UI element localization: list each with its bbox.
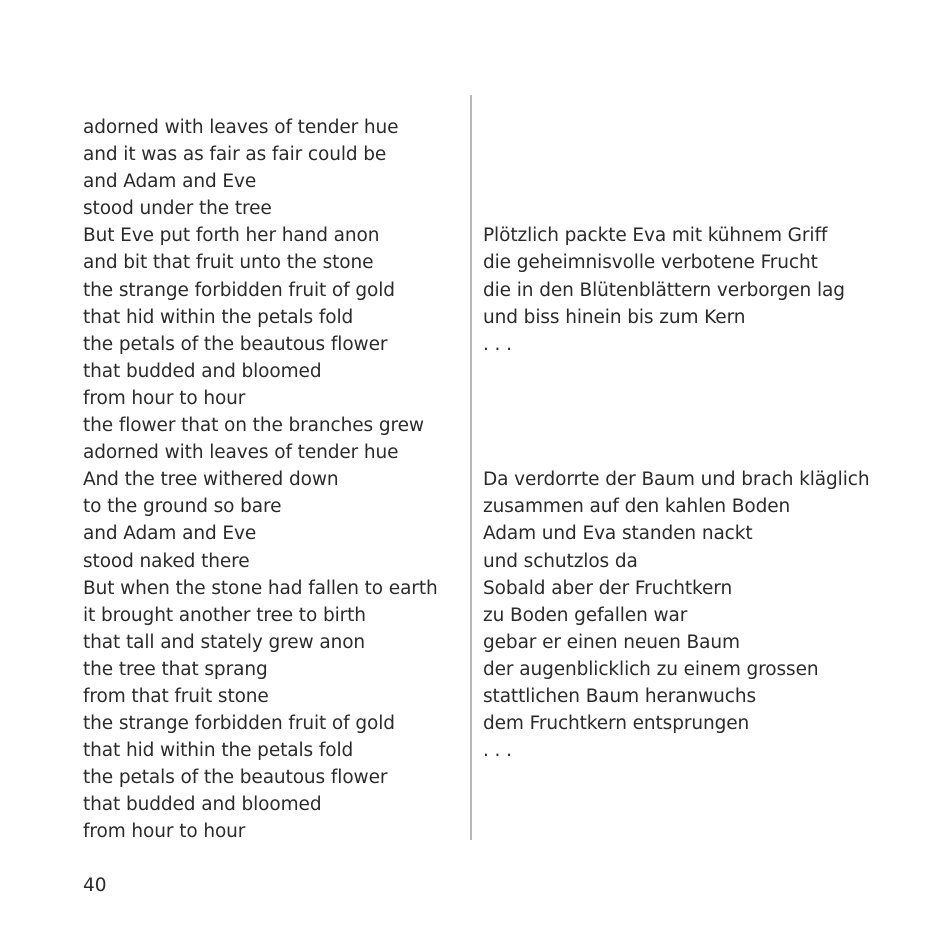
poem-line: the petals of the beautous flower [83, 333, 388, 355]
translation-line: die in den Blütenblättern verborgen lag [483, 279, 845, 301]
poem-line: But when the stone had fallen to earth [83, 577, 438, 599]
poem-line: the strange forbidden fruit of gold [83, 713, 395, 735]
column-divider [470, 95, 472, 840]
translation-line: stattlichen Baum heranwuchs [483, 685, 757, 707]
translation-line [483, 195, 923, 222]
poem-line: and Adam and Eve [83, 171, 257, 193]
translation-line: gebar er einen neuen Baum [483, 631, 740, 653]
poem-line: adorned with leaves of tender hue [83, 117, 399, 138]
translation-line: . . . [483, 740, 512, 762]
poem-line: that budded and bloomed [83, 360, 322, 382]
poem-line: the strange forbidden fruit of gold [83, 279, 395, 301]
translation-line: . . . [483, 333, 512, 355]
poem-line: and bit that fruit unto the stone [83, 252, 374, 274]
poem-line: from that fruit stone [83, 685, 269, 707]
poem-line: from hour to hour [83, 821, 246, 843]
translation-line [483, 385, 923, 412]
translation-line: Sobald aber der Fruchtkern [483, 577, 733, 599]
poem-line: that hid within the petals fold [83, 740, 354, 762]
poem-line: and Adam and Eve [83, 523, 257, 545]
translation-line: und biss hinein bis zum Kern [483, 306, 746, 328]
translation-line: dem Fruchtkern entsprungen [483, 713, 750, 735]
poem-line: But Eve put forth her hand anon [83, 225, 380, 247]
translation-line: zusammen auf den kahlen Boden [483, 496, 791, 518]
translation-line [483, 168, 923, 195]
poem-line: it brought another tree to birth [83, 604, 366, 626]
poem-line: to the ground so bare [83, 496, 282, 518]
poem-line: the flower that on the branches grew [83, 415, 424, 437]
translation-line: und schutzlos da [483, 550, 638, 572]
translation-line: Adam und Eva standen nackt [483, 523, 753, 545]
translation-line [483, 114, 923, 141]
poem-line: the tree that sprang [83, 658, 268, 680]
translation-line [483, 412, 923, 439]
poem-line: that budded and bloomed [83, 794, 322, 816]
poem-line: adorned with leaves of tender hue [83, 442, 399, 464]
translation-line [483, 439, 923, 466]
poem-line: the petals of the beautous flower [83, 767, 388, 789]
poem-line: stood under the tree [83, 198, 272, 220]
page-number: 40 [83, 875, 107, 896]
translation-line [483, 141, 923, 168]
poem-line: And the tree withered down [83, 469, 339, 491]
translation-line: Da verdorrte der Baum und brach kläglich [483, 469, 870, 491]
english-poem-column [83, 114, 453, 846]
poem-line: that hid within the petals fold [83, 306, 354, 328]
german-translation-column [483, 114, 923, 764]
poem-line: stood naked there [83, 550, 250, 572]
translation-line: der augenblicklich zu einem grossen [483, 658, 819, 680]
poem-line: from hour to hour [83, 387, 246, 409]
poem-line: that tall and stately grew anon [83, 631, 366, 653]
translation-line [483, 358, 923, 385]
poem-line: and it was as fair as fair could be [83, 144, 387, 166]
translation-line: zu Boden gefallen war [483, 604, 688, 626]
translation-line: die geheimnisvolle verbotene Frucht [483, 252, 818, 274]
translation-line: Plötzlich packte Eva mit kühnem Griff [483, 225, 828, 247]
